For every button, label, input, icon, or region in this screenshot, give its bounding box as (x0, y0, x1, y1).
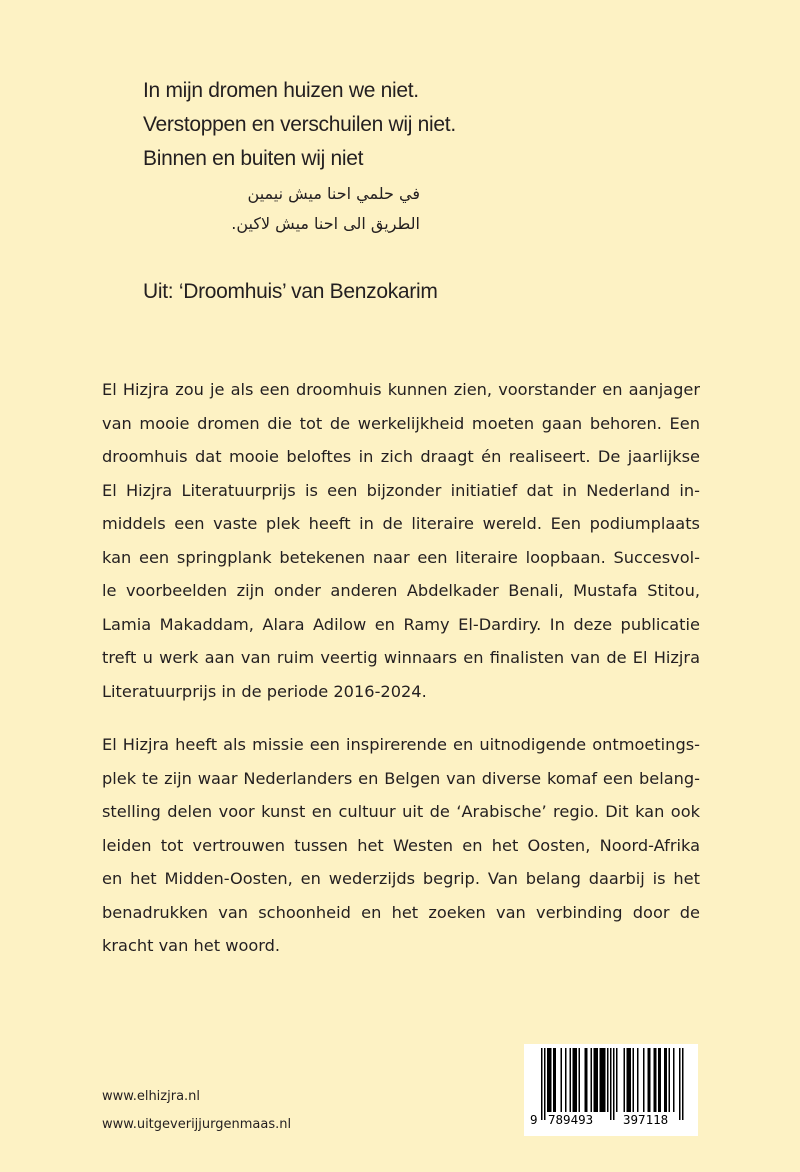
barcode-bar (555, 1048, 557, 1112)
arabic-line: الطريق الى احنا ميش لاكين. (231, 214, 420, 233)
barcode-bar (574, 1048, 576, 1112)
barcode-bar (630, 1048, 632, 1112)
barcode-bar (595, 1048, 597, 1112)
barcode-bar (666, 1048, 668, 1112)
barcode-bar (549, 1048, 551, 1112)
barcode-bar (607, 1048, 609, 1112)
paragraph-line: El Hizjra Literatuurprijs is een bijzonder initiatief dat in Nederland in- (102, 480, 700, 500)
barcode-bar (648, 1048, 650, 1112)
mission-paragraph (102, 728, 700, 963)
paragraph-line: Literatuurprijs in de periode 2016-2024. (102, 681, 427, 701)
barcode-bar (541, 1048, 543, 1120)
website-url-elhizjra[interactable]: www.elhizjra.nl (102, 1089, 201, 1104)
barcode-bar (664, 1048, 666, 1112)
poem-line: Verstoppen en verschuilen wij niet. (143, 113, 456, 136)
barcode-bar (628, 1048, 630, 1112)
barcode-bar (573, 1048, 575, 1112)
barcode-bar (591, 1048, 593, 1112)
barcode-bar (544, 1048, 546, 1120)
paragraph-line: plek te zijn waar Nederlanders en Belgen van diverse komaf een belang- (102, 768, 700, 788)
barcode-bar (643, 1048, 645, 1112)
poem-line: In mijn dromen huizen we niet. (143, 79, 419, 102)
barcode-bar (576, 1048, 578, 1112)
poem-line: Binnen en buiten wij niet (143, 147, 364, 170)
paragraph-line: en het Midden-Oosten, en wederzijds begrip. Van belang daarbij is het (102, 869, 700, 888)
barcode-bar (655, 1048, 657, 1112)
website-links (102, 1087, 291, 1143)
paragraph-line: leiden tot vertrouwen tussen het Westen en het Oosten, Noord-Afrika (102, 835, 700, 855)
barcode-bar (669, 1048, 671, 1112)
barcode-bar (624, 1048, 626, 1112)
barcode-bar (585, 1048, 587, 1112)
barcode-bar (660, 1048, 662, 1112)
poem-excerpt (143, 74, 456, 176)
website-url-publisher[interactable]: www.uitgeverijjurgenmaas.nl (102, 1117, 292, 1132)
isbn-digits (524, 1112, 698, 1132)
paragraph-line: kracht van het woord. (102, 936, 281, 955)
barcode-bar (601, 1048, 603, 1112)
barcode-bar (613, 1048, 615, 1120)
barcode-bar (604, 1048, 606, 1112)
arabic-verse (231, 179, 420, 239)
arabic-line: في حلمي احنا ميش نيمين (247, 184, 420, 203)
barcode-bar (594, 1048, 596, 1112)
paragraph-line: El Hizjra zou je als een droomhuis kunnen zien, voorstander en aanjager (102, 380, 700, 399)
barcode-bar (654, 1048, 656, 1112)
paragraph-line: benadrukken van schoonheid en het zoeken van verbinding door de (102, 902, 700, 922)
barcode-bar (627, 1048, 629, 1112)
paragraph-line: stelling delen voor kunst en cultuur uit de ‘Arabische’ regio. Dit kan ook (102, 802, 700, 821)
barcode-bar (579, 1048, 581, 1112)
barcode-bar (679, 1048, 681, 1120)
barcode-bar (637, 1048, 639, 1112)
barcode-bar (633, 1048, 635, 1112)
barcode-bar (561, 1048, 563, 1112)
isbn-digit-group: 789493 (548, 1112, 594, 1127)
barcode-bar (658, 1048, 660, 1112)
paragraph-line: middels een vaste plek heeft in de literaire wereld. Een podiumplaats (102, 514, 700, 533)
barcode-bar (570, 1048, 572, 1112)
paragraph-line: le voorbeelden zijn onder anderen Abdelkader Benali, Mustafa Stitou, (102, 581, 700, 600)
isbn-digit-group: 397118 (623, 1112, 669, 1127)
poem-source: Uit: ‘Droomhuis’ van Benzokarim (143, 280, 438, 303)
isbn-digit-group: 9 (530, 1112, 538, 1127)
barcode-bar (550, 1048, 552, 1112)
isbn-barcode (524, 1044, 698, 1136)
barcode-bar (673, 1048, 675, 1112)
barcode-bar (610, 1048, 612, 1120)
paragraph-line: El Hizjra heeft als missie een inspirerende en uitnodigende ontmoetings- (102, 735, 700, 754)
paragraph-line: van mooie dromen die tot de werkelijkheid moeten gaan behoren. Een (102, 413, 700, 433)
intro-paragraph (102, 373, 700, 708)
paragraph-line: Lamia Makaddam, Alara Adilow en Ramy El-Dardiry. In deze publicatie (102, 614, 700, 634)
barcode-bar (586, 1048, 588, 1112)
barcode-bar (547, 1048, 549, 1112)
barcode-bar (597, 1048, 599, 1112)
barcode-bar (603, 1048, 605, 1112)
paragraph-line: treft u werk aan van ruim veertig winnaars en finalisten van de El Hizjra (102, 648, 700, 667)
barcode-bar (553, 1048, 555, 1112)
barcode-bar (600, 1048, 602, 1112)
paragraph-line: droomhuis dat mooie beloftes in zich draagt én realiseert. De jaarlijkse (102, 447, 700, 466)
barcode-bar (649, 1048, 651, 1112)
barcode-bar (682, 1048, 684, 1120)
barcode-bar (616, 1048, 618, 1112)
paragraph-line: kan een springplank betekenen naar een literaire loopbaan. Succesvol- (102, 547, 700, 567)
barcode-bar (565, 1048, 567, 1112)
